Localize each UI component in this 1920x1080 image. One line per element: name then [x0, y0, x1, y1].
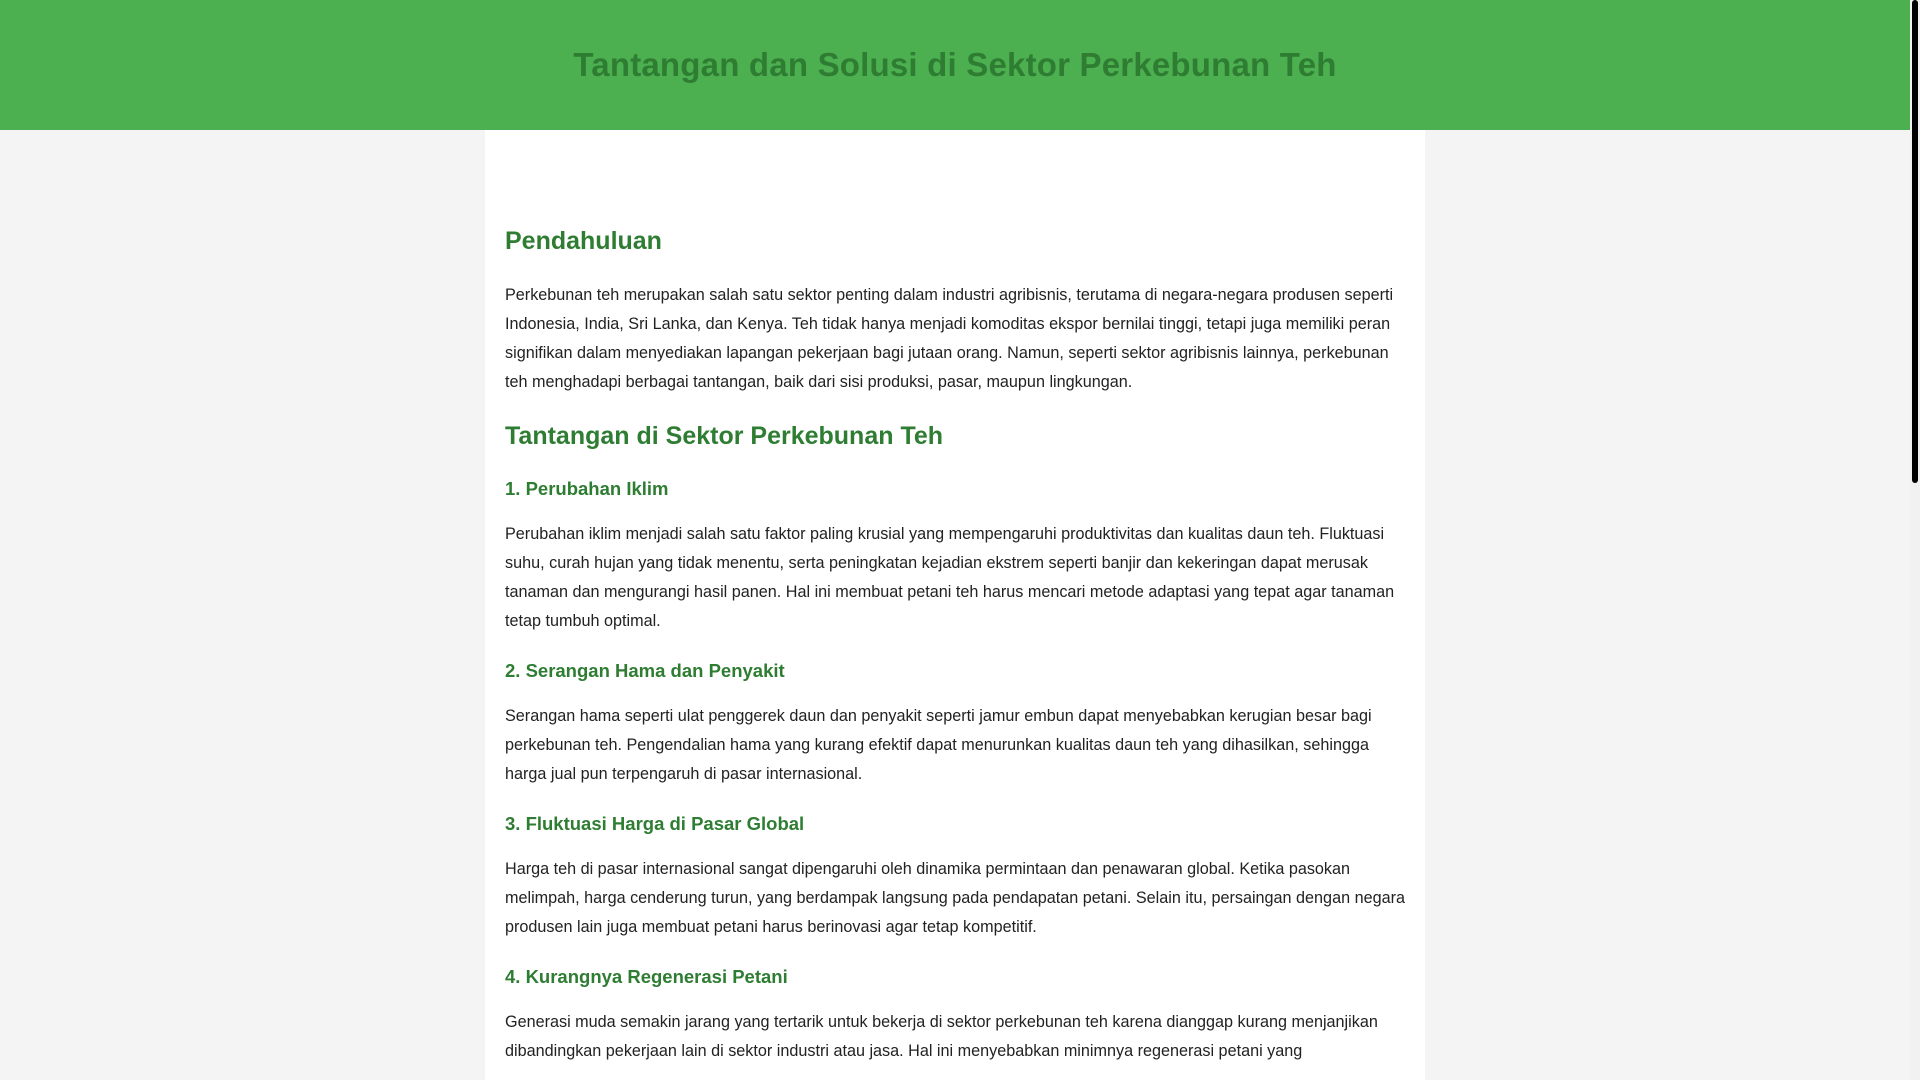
challenge-title: 1. Perubahan Iklim	[505, 478, 669, 499]
challenge-text: Serangan hama seperti ulat penggerek daun dan penyakit seperti jamur embun dapat menyebabkan kerugian besar bagi perkebunan teh. Pengendalian hama yang kurang efektif dapat menurunkan kualitas daun teh yang dihasilkan, sehingga harga jual pun terpengaruh di pasar internasional.	[505, 706, 1372, 783]
challenge-text: Generasi muda semakin jarang yang tertarik untuk bekerja di sektor perkebunan teh karena dianggap kurang menjanjikan dibandingkan pekerjaan lain di sektor industri atau jasa. Hal ini menyebabkan minimnya regenerasi petani yang	[505, 1012, 1378, 1060]
article-container	[485, 130, 1425, 1080]
challenges-heading: Tantangan di Sektor Perkebunan Teh	[505, 422, 944, 450]
challenge-title: 2. Serangan Hama dan Penyakit	[505, 659, 785, 681]
scrollbar-thumb[interactable]	[1912, 0, 1918, 483]
challenge-title: 3. Fluktuasi Harga di Pasar Global	[505, 812, 805, 834]
intro-section	[505, 224, 1405, 397]
intro-paragraph: Perkebunan teh merupakan salah satu sektor penting dalam industri agribisnis, terutama di negara-negara produsen seperti Indonesia, India, Sri Lanka, dan Kenya. Teh tidak hanya menjadi komoditas ekspor bernilai tinggi, tetapi juga memiliki peran signifikan dalam menyediakan lapangan pekerjaan bagi jutaan orang. Namun, seperti sektor agribisnis lainnya, perkebunan teh menghadapi berbagai tantangan, baik dari sisi produksi, pasar, maupun lingkungan.	[505, 286, 1394, 391]
intro-heading: Pendahuluan	[505, 227, 662, 255]
page-title: Tantangan dan Solusi di Sektor Perkebunan Teh	[573, 46, 1337, 83]
challenge-text: Harga teh di pasar internasional sangat dipengaruhi oleh dinamika permintaan dan penawaran global. Ketika pasokan melimpah, harga cenderung turun, yang berdampak langsung pada pendapatan petani. Selain itu, persaingan dengan negara produsen lain juga membuat petani harus berinovasi agar tetap kompetitif.	[505, 859, 1405, 936]
challenge-text: Perubahan iklim menjadi salah satu faktor paling krusial yang mempengaruhi produktivitas dan kualitas daun teh. Fluktuasi suhu, curah hujan yang tidak menentu, serta peningkatan kejadian ekstrem seperti banjir dan kekeringan dapat merusak tanaman dan mengurangi hasil panen. Hal ini membuat petani teh harus mencari metode adaptasi yang tepat agar tanaman tetap tumbuh optimal.	[505, 524, 1395, 630]
challenge-title: 4. Kurangnya Regenerasi Petani	[505, 965, 788, 987]
vertical-scrollbar[interactable]	[1910, 0, 1920, 1080]
site-header	[0, 0, 1910, 130]
challenges-section	[505, 419, 1405, 1066]
